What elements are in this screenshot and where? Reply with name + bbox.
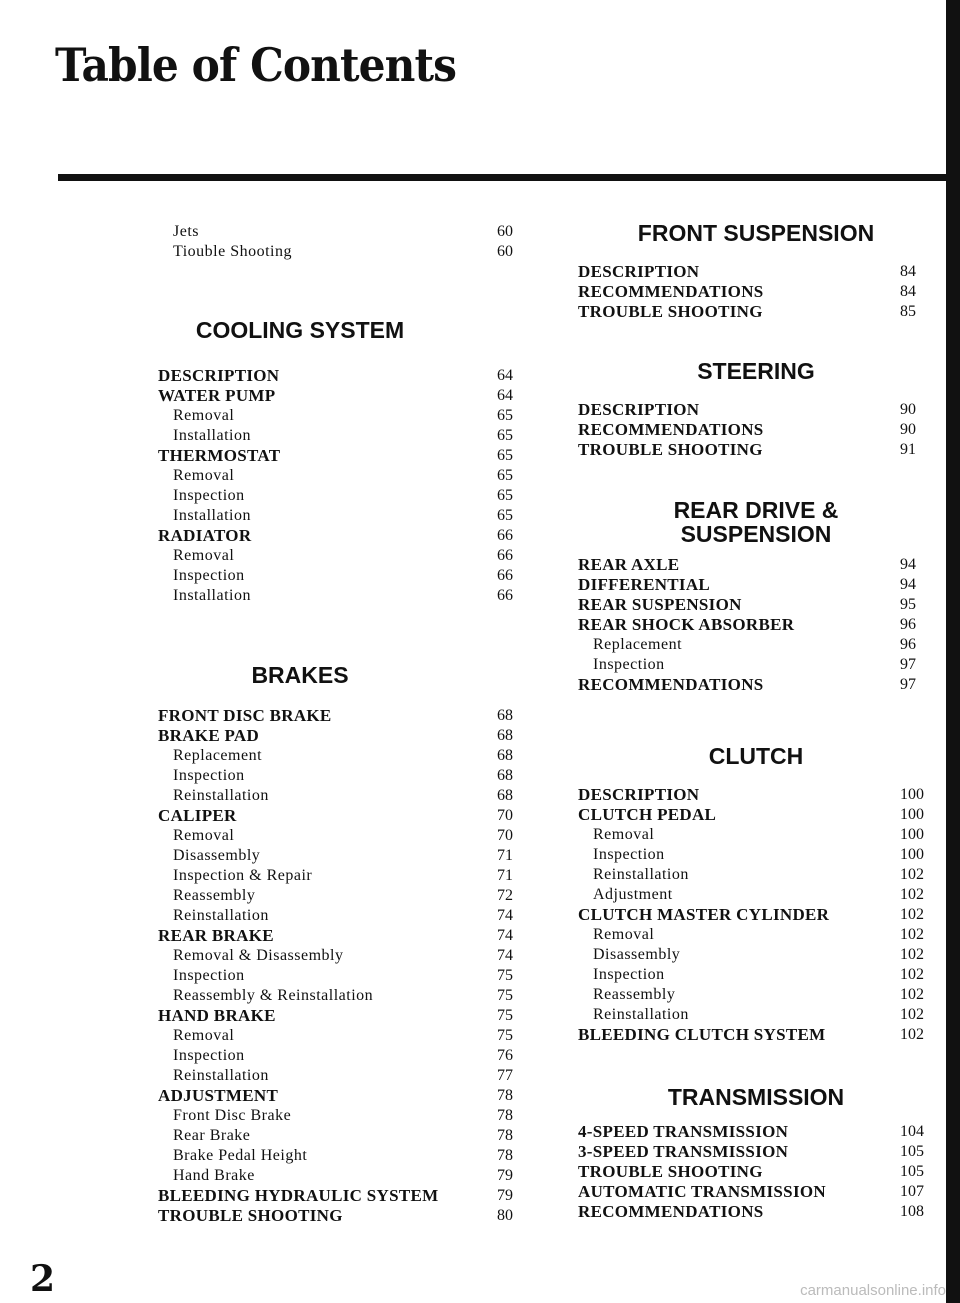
toc-subentry[interactable] <box>173 566 537 586</box>
toc-subentry[interactable] <box>173 426 537 446</box>
toc-page-number: 102 <box>900 966 924 983</box>
toc-subentry[interactable] <box>173 906 537 926</box>
toc-subentry[interactable] <box>173 222 537 242</box>
section-heading-text: REAR DRIVE & <box>673 497 839 523</box>
toc-entry-label: Reinstallation <box>593 1006 689 1023</box>
section-heading-text: COOLING SYSTEM <box>195 317 405 343</box>
toc-page-number: 66 <box>497 587 513 604</box>
toc-page-number: 68 <box>497 707 513 724</box>
toc-page-number: 102 <box>900 906 924 923</box>
toc-entry-label: 4-SPEED TRANSMISSION <box>578 1122 789 1141</box>
toc-page-number: 65 <box>497 447 513 464</box>
toc-entry[interactable] <box>158 706 537 726</box>
toc-entry[interactable] <box>578 675 940 695</box>
toc-subentry[interactable] <box>173 966 537 986</box>
toc-page-number: 68 <box>497 727 513 744</box>
section-heading-transmission <box>586 1085 926 1109</box>
toc-page-number: 65 <box>497 427 513 444</box>
toc-entry-label: Inspection & Repair <box>173 867 313 884</box>
toc-subentry[interactable] <box>173 786 537 806</box>
toc-entry-label: BLEEDING CLUTCH SYSTEM <box>578 1025 826 1044</box>
toc-entry[interactable] <box>578 282 940 302</box>
toc-page-number: 105 <box>900 1143 924 1160</box>
toc-page-number: 71 <box>497 867 513 884</box>
toc-subentry[interactable] <box>593 655 940 675</box>
toc-page-number: 60 <box>497 223 513 240</box>
toc-page-number: 102 <box>900 986 924 1003</box>
toc-page-number: 75 <box>497 967 513 984</box>
toc-subentry[interactable] <box>173 546 537 566</box>
toc-subentry[interactable] <box>173 1066 537 1086</box>
toc-entry-label: Inspection <box>593 656 665 673</box>
toc-entry-label: CLUTCH MASTER CYLINDER <box>578 905 830 924</box>
toc-entry[interactable] <box>158 1206 537 1226</box>
toc-entry[interactable] <box>578 262 940 282</box>
toc-page-number: 102 <box>900 1006 924 1023</box>
toc-subentry[interactable] <box>173 846 537 866</box>
toc-page-number: 72 <box>497 887 513 904</box>
toc-page-number: 79 <box>497 1167 513 1184</box>
toc-page-number: 100 <box>900 786 924 803</box>
toc-entry-label: BRAKE PAD <box>158 726 260 745</box>
toc-entry-label: Rear Brake <box>173 1127 251 1144</box>
toc-entry-label: ADJUSTMENT <box>158 1086 279 1105</box>
toc-page-number: 75 <box>497 1007 513 1024</box>
toc-page-number: 68 <box>497 747 513 764</box>
toc-entry-label: TROUBLE SHOOTING <box>578 440 763 459</box>
toc-page-number: 64 <box>497 367 513 384</box>
toc-entry-label: RECOMMENDATIONS <box>578 675 764 694</box>
toc-entry-label: Inspection <box>173 967 245 984</box>
toc-page-number: 107 <box>900 1183 924 1200</box>
toc-entry[interactable] <box>578 1202 940 1222</box>
toc-entry-label: Tiouble Shooting <box>173 243 292 260</box>
toc-page-number: 102 <box>900 946 924 963</box>
toc-entry-label: REAR SHOCK ABSORBER <box>578 615 795 634</box>
toc-page-number: 66 <box>497 547 513 564</box>
toc-page-number: 95 <box>900 596 916 613</box>
toc-entry[interactable] <box>158 1186 537 1206</box>
toc-entry[interactable] <box>578 1122 940 1142</box>
toc-entry-label: Inspection <box>173 767 245 784</box>
toc-entry-label: Reinstallation <box>593 866 689 883</box>
toc-entry-label: Inspection <box>173 567 245 584</box>
toc-page-number: 100 <box>900 806 924 823</box>
toc-entry[interactable] <box>578 1142 940 1162</box>
toc-page-number: 90 <box>900 401 916 418</box>
toc-entry-label: Reinstallation <box>173 1067 269 1084</box>
section-heading-steering <box>586 359 926 383</box>
toc-entry[interactable] <box>158 726 537 746</box>
toc-page-number: 66 <box>497 527 513 544</box>
toc-entry[interactable] <box>158 926 537 946</box>
toc-page-number: 96 <box>900 636 916 653</box>
toc-subentry[interactable] <box>173 242 537 262</box>
toc-subentry[interactable] <box>593 985 940 1005</box>
toc-subentry[interactable] <box>593 845 940 865</box>
toc-page-number: 74 <box>497 907 513 924</box>
toc-page-number: 100 <box>900 846 924 863</box>
section-heading-text: BRAKES <box>251 662 349 688</box>
toc-entry-label: 3-SPEED TRANSMISSION <box>578 1142 789 1161</box>
toc-page-number: 102 <box>900 866 924 883</box>
section-heading-text: SUSPENSION <box>680 521 832 547</box>
toc-entry-label: Jets <box>173 223 199 240</box>
toc-page-number: 102 <box>900 1026 924 1043</box>
toc-subentry[interactable] <box>593 825 940 845</box>
toc-entry-label: TROUBLE SHOOTING <box>578 1162 763 1181</box>
toc-page-number: 65 <box>497 407 513 424</box>
toc-entry-label: BLEEDING HYDRAULIC SYSTEM <box>158 1186 439 1205</box>
toc-subentry[interactable] <box>173 486 537 506</box>
toc-entry-label: Installation <box>173 507 251 524</box>
toc-page-number: 66 <box>497 567 513 584</box>
toc-subentry[interactable] <box>593 965 940 985</box>
toc-subentry[interactable] <box>173 826 537 846</box>
toc-subentry[interactable] <box>173 866 537 886</box>
toc-entry[interactable] <box>578 420 940 440</box>
toc-entry-label: Reinstallation <box>173 907 269 924</box>
toc-page-number: 71 <box>497 847 513 864</box>
toc-page-number: 70 <box>497 827 513 844</box>
toc-page-number: 102 <box>900 886 924 903</box>
toc-entry-label: AUTOMATIC TRANSMISSION <box>578 1182 826 1201</box>
toc-entry-label: Disassembly <box>593 946 681 963</box>
toc-page-number: 79 <box>497 1187 513 1204</box>
toc-entry-label: REAR AXLE <box>578 555 680 574</box>
section-heading-text: CLUTCH <box>708 743 804 769</box>
toc-subentry[interactable] <box>593 885 940 905</box>
toc-entry-label: DESCRIPTION <box>158 366 280 385</box>
toc-subentry[interactable] <box>173 506 537 526</box>
toc-subentry[interactable] <box>173 986 537 1006</box>
toc-entry-label: RECOMMENDATIONS <box>578 420 764 439</box>
toc-entry[interactable] <box>158 386 537 406</box>
toc-entry-label: Reinstallation <box>173 787 269 804</box>
toc-subentry[interactable] <box>593 865 940 885</box>
toc-entry[interactable] <box>578 1162 940 1182</box>
toc-entry-label: Reassembly <box>173 887 256 904</box>
toc-subentry[interactable] <box>593 635 940 655</box>
toc-entry-label: THERMOSTAT <box>158 446 281 465</box>
toc-page-number: 64 <box>497 387 513 404</box>
toc-entry[interactable] <box>158 526 537 546</box>
toc-entry-label: REAR BRAKE <box>158 926 274 945</box>
toc-entry[interactable] <box>158 1086 537 1106</box>
page-title: Table of Contents <box>55 38 457 92</box>
toc-entry[interactable] <box>578 1025 940 1045</box>
toc-page-number: 104 <box>900 1123 924 1140</box>
toc-entry-label: HAND BRAKE <box>158 1006 276 1025</box>
section-heading-clutch <box>586 744 926 768</box>
toc-page-number: 74 <box>497 927 513 944</box>
toc-page-number: 60 <box>497 243 513 260</box>
toc-entry-label: Front Disc Brake <box>173 1107 292 1124</box>
toc-entry-label: DESCRIPTION <box>578 400 700 419</box>
toc-page-number: 96 <box>900 616 916 633</box>
toc-entry-label: Installation <box>173 587 251 604</box>
toc-entry-label: TROUBLE SHOOTING <box>158 1206 343 1225</box>
toc-entry[interactable] <box>578 1182 940 1202</box>
toc-page-number: 65 <box>497 487 513 504</box>
section-heading-text: FRONT SUSPENSION <box>637 220 875 246</box>
toc-entry[interactable] <box>578 575 940 595</box>
toc-subentry[interactable] <box>593 945 940 965</box>
toc-entry-label: Replacement <box>593 636 683 653</box>
toc-entry-label: Hand Brake <box>173 1167 255 1184</box>
toc-page-number: 90 <box>900 421 916 438</box>
toc-entry-label: TROUBLE SHOOTING <box>578 302 763 321</box>
toc-page-number: 97 <box>900 656 916 673</box>
toc-page-number: 78 <box>497 1147 513 1164</box>
toc-entry[interactable] <box>578 905 940 925</box>
toc-page-number: 75 <box>497 1027 513 1044</box>
toc-page-number: 78 <box>497 1107 513 1124</box>
toc-subentry[interactable] <box>173 406 537 426</box>
toc-entry-label: RECOMMENDATIONS <box>578 282 764 301</box>
toc-entry[interactable] <box>578 400 940 420</box>
toc-subentry[interactable] <box>173 946 537 966</box>
toc-entry-label: Reassembly <box>593 986 676 1003</box>
toc-page-number: 80 <box>497 1207 513 1224</box>
toc-page-number: 77 <box>497 1067 513 1084</box>
toc-entry[interactable] <box>158 446 537 466</box>
toc-entry-label: Inspection <box>593 846 665 863</box>
toc-page-number: 97 <box>900 676 916 693</box>
toc-entry-label: Disassembly <box>173 847 261 864</box>
toc-entry-label: RADIATOR <box>158 526 252 545</box>
toc-page-number: 75 <box>497 987 513 1004</box>
toc-subentry[interactable] <box>173 586 537 606</box>
toc-entry-label: Inspection <box>173 1047 245 1064</box>
toc-entry[interactable] <box>158 1006 537 1026</box>
toc-entry-label: Installation <box>173 427 251 444</box>
toc-page-number: 65 <box>497 467 513 484</box>
toc-page-number: 84 <box>900 263 916 280</box>
section-heading-text: TRANSMISSION <box>667 1084 845 1110</box>
title-rule <box>58 174 948 181</box>
toc-entry-label: Removal <box>173 467 235 484</box>
toc-entry-label: Inspection <box>593 966 665 983</box>
section-heading-text: STEERING <box>697 358 815 384</box>
toc-entry-label: Removal <box>593 826 655 843</box>
toc-entry[interactable] <box>578 440 940 460</box>
toc-page-number: 84 <box>900 283 916 300</box>
toc-subentry[interactable] <box>173 886 537 906</box>
toc-entry-label: Replacement <box>173 747 263 764</box>
toc-page-number: 68 <box>497 787 513 804</box>
toc-entry-label: REAR SUSPENSION <box>578 595 742 614</box>
toc-page-number: 74 <box>497 947 513 964</box>
toc-entry[interactable] <box>578 785 940 805</box>
toc-subentry[interactable] <box>173 1106 537 1126</box>
toc-entry-label: DESCRIPTION <box>578 262 700 281</box>
section-heading-cooling-system <box>150 318 450 342</box>
toc-subentry[interactable] <box>173 1046 537 1066</box>
toc-subentry[interactable] <box>173 466 537 486</box>
toc-page-number: 91 <box>900 441 916 458</box>
toc-page-number: 108 <box>900 1203 924 1220</box>
toc-entry-label: FRONT DISC BRAKE <box>158 706 332 725</box>
toc-entry[interactable] <box>578 595 940 615</box>
toc-subentry[interactable] <box>593 1005 940 1025</box>
toc-entry[interactable] <box>578 805 940 825</box>
toc-subentry[interactable] <box>173 1146 537 1166</box>
toc-entry-label: Removal <box>173 1027 235 1044</box>
toc-entry-label: RECOMMENDATIONS <box>578 1202 764 1221</box>
toc-page-number: 94 <box>900 576 916 593</box>
page-edge-shadow <box>946 0 960 1303</box>
toc-page-number: 76 <box>497 1047 513 1064</box>
toc-subentry[interactable] <box>173 766 537 786</box>
toc-entry-label: Brake Pedal Height <box>173 1147 308 1164</box>
toc-page-number: 102 <box>900 926 924 943</box>
toc-subentry[interactable] <box>593 925 940 945</box>
toc-page-number: 100 <box>900 826 924 843</box>
toc-entry-label: Removal <box>173 827 235 844</box>
section-heading-rear-drive-and <box>586 498 926 546</box>
toc-entry-label: Removal <box>173 547 235 564</box>
toc-entry-label: DESCRIPTION <box>578 785 700 804</box>
toc-entry-label: CLUTCH PEDAL <box>578 805 717 824</box>
toc-entry[interactable] <box>578 302 940 322</box>
toc-subentry[interactable] <box>173 1126 537 1146</box>
toc-entry[interactable] <box>158 806 537 826</box>
toc-entry-label: Removal <box>173 407 235 424</box>
toc-page-number: 85 <box>900 303 916 320</box>
toc-page-number: 105 <box>900 1163 924 1180</box>
toc-page-number: 78 <box>497 1087 513 1104</box>
toc-entry-label: Adjustment <box>593 886 673 903</box>
toc-entry[interactable] <box>578 555 940 575</box>
toc-page-number: 68 <box>497 767 513 784</box>
toc-page-number: 65 <box>497 507 513 524</box>
section-heading-brakes <box>150 663 450 687</box>
toc-entry-label: WATER PUMP <box>158 386 276 405</box>
toc-page-number: 70 <box>497 807 513 824</box>
toc-entry[interactable] <box>158 366 537 386</box>
toc-page-number: 94 <box>900 556 916 573</box>
toc-entry-label: DIFFERENTIAL <box>578 575 711 594</box>
section-heading-front-suspension <box>586 221 926 245</box>
toc-entry[interactable] <box>578 615 940 635</box>
toc-entry-label: Inspection <box>173 487 245 504</box>
toc-entry-label: CALIPER <box>158 806 237 825</box>
toc-entry-label: Reassembly & Reinstallation <box>173 987 374 1004</box>
toc-entry-label: Removal <box>593 926 655 943</box>
toc-page-number: 78 <box>497 1127 513 1144</box>
toc-subentry[interactable] <box>173 1026 537 1046</box>
toc-subentry[interactable] <box>173 746 537 766</box>
toc-subentry[interactable] <box>173 1166 537 1186</box>
watermark: carmanualsonline.info <box>800 1282 946 1299</box>
page-number: 2 <box>30 1258 56 1300</box>
toc-entry-label: Removal & Disassembly <box>173 947 344 964</box>
